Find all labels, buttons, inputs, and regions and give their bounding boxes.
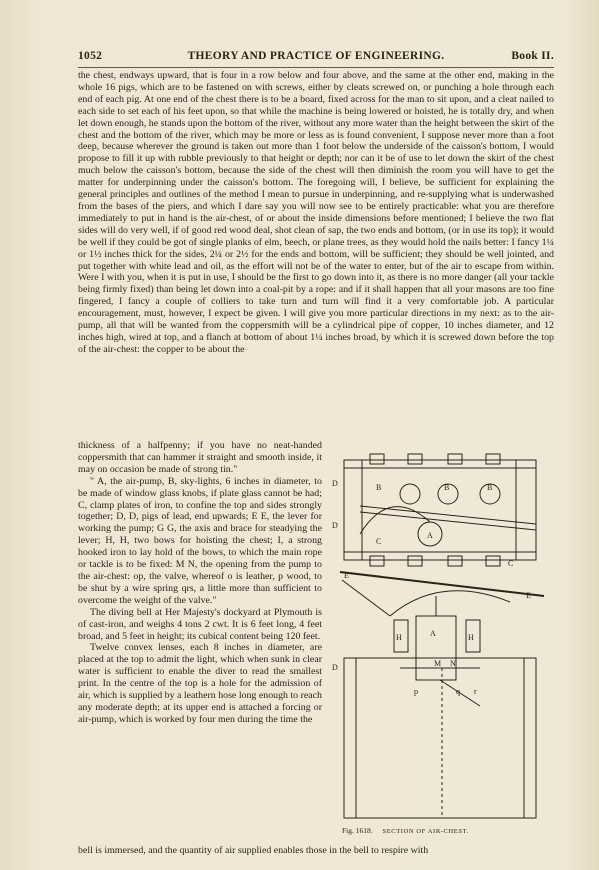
body-text-left-column [78, 440, 322, 726]
figure-label: D [332, 479, 338, 488]
figure-label: B [487, 483, 493, 492]
figure-label: E [344, 571, 349, 580]
figure-label: B [376, 483, 382, 492]
figure-label: C [376, 537, 382, 546]
skylight-circle [400, 484, 420, 504]
figure-label: C [508, 559, 514, 568]
figure-label: H [396, 633, 402, 642]
figure-number: Fig. 1618. [342, 826, 373, 835]
figure-label: A [430, 629, 436, 638]
air-pump-body [416, 616, 456, 680]
figure-label: D [332, 521, 338, 530]
figure-label: M [434, 659, 442, 668]
paragraph: thickness of a halfpenny; if you have no neat-handed coppersmith that can hammer it straight and smooth inside, it may on occasion be made of strong tin." [78, 440, 322, 475]
body-text-last-line: bell is immersed, and the quantity of air supplied enables those in the bell to respire with [78, 845, 429, 856]
figure-label: r [474, 687, 477, 696]
paragraph: The diving bell at Her Majesty's dockyard at Plymouth is of cast-iron, and weighs 4 tons 2 cwt. It is 6 feet long, 4 feet broad, and 5 feet in height; its cubical content being 120 feet. [78, 606, 322, 642]
figure-label: A [427, 531, 433, 540]
page-number: 1052 [78, 50, 103, 62]
chest-plan-outline [344, 460, 536, 560]
book-label: Book II. [511, 50, 554, 62]
figure-label: D [332, 663, 338, 672]
figure-caption-text: SECTION OF AIR-CHEST. [382, 828, 469, 835]
figure-label: H [468, 633, 474, 642]
figure-label: E [526, 591, 531, 600]
figure-label: p [414, 687, 418, 696]
running-header [78, 50, 554, 66]
figure-label: q [456, 687, 460, 696]
chest-section-outline [344, 658, 536, 818]
paragraph: Twelve convex lenses, each 8 inches in diameter, are placed at the top to admit the light, which when sunk in clear water is sufficient to enable the diver to read the smallest print. In the centre of the top is a hole for the admission of air, which is supplied by a leathern hose long enough to reach any moderate depth; at its upper end is attached a forcing or air-pump, which is worked by four men during the time the [78, 642, 322, 725]
figure-label: N [450, 659, 456, 668]
body-text-full-width: the chest, endways upward, that is four in a row below and four above, and the same at the other end, making in the whole 16 pigs, which are to be fastened on with screws, either by cleats screwed on, or punching a hole through each end of each pig. At one end of the chest there is to be a board, fixed across for the man to sit upon, and a cleat nailed to each side to set each of his feet upon, so that while the machine is being lowered or hoisted, he is totally dry, and when let down enough, he stands upon the bottom of the river, without any more water than the height between the skirt of the chest and the bottom of the river, which may be more or less as is found convenient, I suppose never more than a foot deep, because wherever the ground is taken out more than 1 foot below the underside of the caisson's bottom, I would propose to fill it up with rubble previously to that height or depth; nor can it be of use to let down the skirt of the chest much below the caisson's bottom, because the side of the chest will then diminish the room you will have to get the matter for underpinning under the caisson's bottom. The foregoing will, I believe, be sufficient for explaining the general principles and outlines of the method I mean to pursue in underpinning, and re-supplying what is underwashed from the bases of the piers, and which I dare say you will now see to be entirely practicable: what you are therefore immediately to put in hand is the air-chest, of or about the inside dimensions before mentioned; I believe the two flat sides will do very well, if of good red wood deal, shot clean of sap, the two ends and bottom, (or in use its top); it would be well if they could be got of single planks of elm, beech, or plane trees, as they would hold the nails better: I fancy 1¼ or 1½ inches thick for the sides, 2¼ or 2½ for the ends and bottom, will be sufficient; they should be well jointed, and put together with white lead and oil, as the effort will not be of the water to enter, but of the air to escape from within. Were I with you, when it is put in use, I should be the first to go down into it, as there is no more danger (all your tackle being firmly fixed) than being let down into a coal-pit by a rope: and if it shall happen that all your masons are too fine fingered, I fancy a couple of colliers to take turn and turn will find it a very comfortable job. A particular encouragement, must, however, I expect be given. I will give you more particular directions in my next: as to the air-pump, all that will be wanted from the coppersmith will be a cylindrical pipe of copper, 10 inches diameter, and 12 inches high, wired at top, and a flanch at bottom of about 1¼ inches broad, by which it is screwed down before the top of the air-chest: the copper to be about the [78, 70, 554, 355]
running-title: THEORY AND PRACTICE OF ENGINEERING. [187, 50, 445, 62]
header-rule [78, 67, 554, 68]
figure-caption [342, 826, 554, 835]
paragraph: " A, the air-pump, B, sky-lights, 6 inches in diameter, to be made of window glass knobs, if plate glass cannot be had; C, clamp plates of iron, to confine the top and sides strongly together; D, D, pigs of lead, end upwards; E E, the lever for working the pump; G G, the axis and brace for steadying the lever; H, H, two bows for hoisting the chest; I, a strong hooked iron to lay hold of the bows, to which the main rope or tackle is to be fixed: M N, the opening from the pump to the air-chest: op, the valve, whereof o is leather, p wood, to be shut by a wire spring qrs, a little more than sufficient to overcome the weight of the valve." [78, 475, 322, 606]
air-chest-section-figure [330, 446, 554, 830]
figure-label: B [444, 483, 450, 492]
